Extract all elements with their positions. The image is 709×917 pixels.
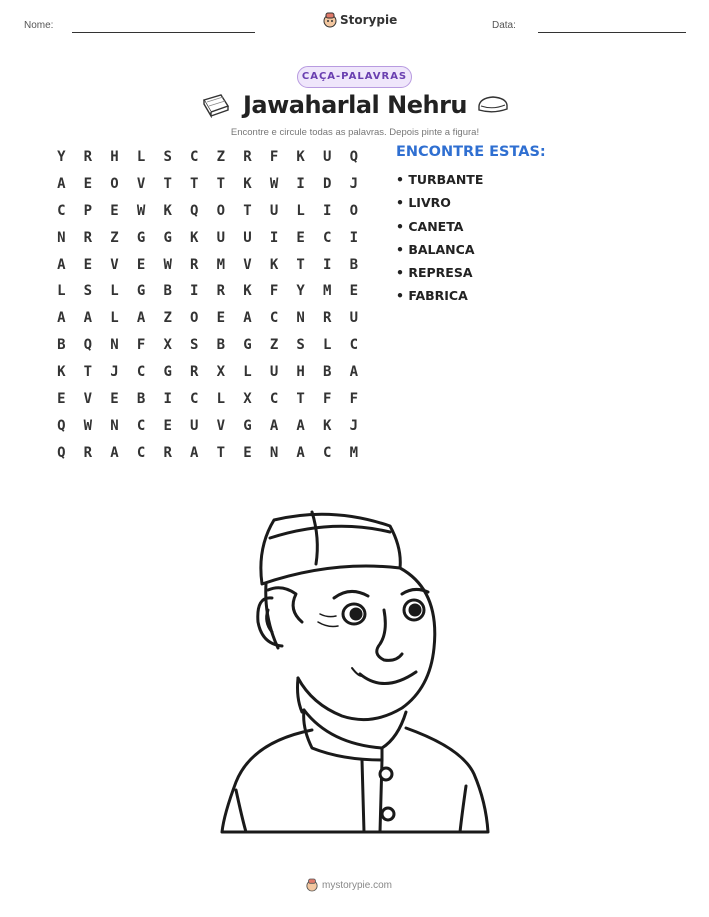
grid-letter[interactable]: R [190, 364, 199, 381]
grid-letter[interactable]: Z [216, 149, 226, 165]
grid-letter[interactable]: T [243, 202, 252, 219]
grid-letter[interactable]: T [216, 175, 226, 192]
grid-letter[interactable]: U [323, 149, 332, 165]
activity-badge: CAÇA-PALAVRAS [297, 66, 412, 88]
grid-letter[interactable]: R [163, 444, 172, 461]
grid-letter[interactable]: V [243, 256, 252, 273]
book-icon [201, 92, 231, 118]
grid-letter[interactable]: I [349, 229, 359, 246]
grid-letter[interactable]: R [190, 256, 199, 273]
grid-letter[interactable]: A [57, 175, 66, 192]
grid-letter[interactable]: A [136, 310, 146, 327]
grid-letter[interactable]: S [163, 149, 172, 165]
grid-letter[interactable]: K [243, 175, 252, 192]
grid-letter[interactable]: V [216, 417, 226, 434]
grid-letter[interactable]: Y [57, 149, 66, 165]
grid-letter[interactable]: R [83, 229, 93, 246]
grid-letter[interactable]: E [83, 256, 93, 273]
word-list-item: • REPRESA [396, 265, 473, 281]
grid-letter[interactable]: N [57, 229, 66, 246]
grid-letter[interactable]: N [296, 310, 305, 327]
grid-letter[interactable]: C [57, 202, 66, 219]
grid-letter[interactable]: G [243, 337, 252, 354]
grid-letter[interactable]: G [163, 364, 172, 381]
grid-letter[interactable]: U [216, 229, 226, 246]
grid-letter[interactable]: B [349, 256, 359, 273]
cap-icon [476, 94, 510, 116]
grid-letter[interactable]: C [323, 229, 332, 246]
grid-letter[interactable]: E [57, 391, 66, 408]
grid-letter[interactable]: K [163, 202, 172, 219]
grid-letter[interactable]: L [136, 149, 146, 165]
grid-letter[interactable]: E [110, 202, 119, 219]
grid-letter[interactable]: U [243, 229, 252, 246]
grid-letter[interactable]: N [110, 417, 119, 434]
grid-letter[interactable]: I [190, 283, 199, 300]
grid-letter[interactable]: R [323, 310, 332, 327]
grid-letter[interactable]: E [296, 229, 305, 246]
grid-letter[interactable]: H [110, 149, 119, 165]
grid-letter[interactable]: E [83, 175, 93, 192]
name-label: Nome: [24, 20, 54, 31]
grid-letter[interactable]: C [349, 337, 359, 354]
grid-letter[interactable]: G [136, 283, 146, 300]
grid-letter[interactable]: L [216, 391, 226, 408]
grid-letter[interactable]: J [349, 417, 359, 434]
grid-letter[interactable]: G [163, 229, 172, 246]
grid-letter[interactable]: L [110, 283, 119, 300]
grid-letter[interactable]: C [136, 417, 146, 434]
grid-letter[interactable]: E [110, 391, 119, 408]
grid-letter[interactable]: T [216, 444, 226, 461]
grid-letter[interactable]: J [349, 175, 359, 192]
grid-letter[interactable]: Y [296, 283, 305, 300]
grid-letter[interactable]: G [136, 229, 146, 246]
grid-letter[interactable]: R [216, 283, 226, 300]
grid-letter[interactable]: L [323, 337, 332, 354]
grid-letter[interactable]: V [83, 391, 93, 408]
grid-letter[interactable]: B [57, 337, 66, 354]
instructions: Encontre e circule todas as palavras. Depois pinte a figura! [230, 127, 480, 138]
grid-letter[interactable]: H [296, 364, 305, 381]
grid-letter[interactable]: C [269, 391, 279, 408]
word-search-grid[interactable] [48, 147, 367, 470]
storypie-logo-icon [323, 12, 337, 28]
grid-letter[interactable]: A [57, 256, 66, 273]
grid-letter[interactable]: A [296, 417, 305, 434]
grid-letter[interactable]: T [190, 175, 199, 192]
grid-letter[interactable]: I [296, 175, 305, 192]
grid-letter[interactable]: Q [83, 337, 93, 354]
grid-letter[interactable]: A [110, 444, 119, 461]
grid-letter[interactable]: Q [57, 444, 66, 461]
storypie-logo-icon [306, 878, 318, 892]
grid-letter[interactable]: N [110, 337, 119, 354]
grid-letter[interactable]: Q [190, 202, 199, 219]
grid-letter[interactable]: Z [110, 229, 119, 246]
grid-letter[interactable]: I [269, 229, 279, 246]
grid-letter[interactable]: C [323, 444, 332, 461]
word-list-item: • BALANCA [396, 241, 475, 257]
grid-letter[interactable]: E [216, 310, 226, 327]
grid-letter[interactable]: Z [269, 337, 279, 354]
word-list [396, 171, 483, 311]
grid-letter[interactable]: A [296, 444, 305, 461]
grid-letter[interactable]: U [349, 310, 359, 327]
grid-letter[interactable]: A [349, 364, 359, 381]
grid-letter[interactable]: Q [349, 149, 359, 165]
wordlist-title: ENCONTRE ESTAS: [396, 144, 546, 160]
grid-letter[interactable]: C [190, 391, 199, 408]
grid-letter[interactable]: O [216, 202, 226, 219]
grid-letter[interactable]: S [190, 337, 199, 354]
footer-url: mystorypie.com [322, 879, 393, 891]
brand-logo [323, 12, 397, 28]
grid-letter[interactable]: U [190, 417, 199, 434]
date-label: Data: [492, 20, 516, 31]
grid-letter[interactable]: W [83, 417, 93, 434]
grid-letter[interactable]: K [323, 417, 332, 434]
grid-letter[interactable]: R [83, 149, 93, 165]
grid-letter[interactable]: X [163, 337, 172, 354]
grid-letter[interactable]: W [269, 175, 279, 192]
brand-name: Storypie [340, 13, 398, 27]
grid-letter[interactable]: B [323, 364, 332, 381]
grid-letter[interactable]: U [269, 364, 279, 381]
grid-letter[interactable]: K [243, 283, 252, 300]
grid-letter[interactable]: T [163, 175, 172, 192]
grid-letter[interactable]: E [243, 444, 252, 461]
grid-letter[interactable]: U [269, 202, 279, 219]
grid-letter[interactable]: M [323, 283, 332, 300]
grid-letter[interactable]: O [349, 202, 359, 219]
grid-letter[interactable]: S [296, 337, 305, 354]
grid-letter[interactable]: X [216, 364, 226, 381]
grid-letter[interactable]: W [136, 202, 146, 219]
grid-letter[interactable]: O [190, 310, 199, 327]
grid-letter[interactable]: F [269, 149, 279, 165]
word-list-item: • TURBANTE [396, 172, 484, 187]
grid-letter[interactable]: L [57, 283, 66, 300]
grid-letter[interactable]: N [269, 444, 279, 461]
grid-letter[interactable]: F [269, 283, 279, 300]
grid-letter[interactable]: K [190, 229, 199, 246]
grid-letter[interactable]: K [269, 256, 279, 273]
grid-letter[interactable]: T [296, 256, 305, 273]
grid-letter[interactable]: I [323, 202, 332, 219]
word-list-item: • FABRICA [396, 288, 468, 304]
word-list-item: • CANETA [396, 218, 464, 234]
grid-letter[interactable]: F [323, 391, 332, 408]
word-list-item: • LIVRO [396, 195, 451, 211]
grid-letter[interactable]: L [243, 364, 252, 381]
grid-letter[interactable]: C [136, 444, 146, 461]
grid-letter[interactable]: R [83, 444, 93, 461]
grid-letter[interactable]: I [163, 391, 172, 408]
grid-letter[interactable]: A [269, 417, 279, 434]
grid-letter[interactable]: V [136, 175, 146, 192]
grid-letter[interactable]: Q [57, 417, 66, 434]
footer [306, 878, 392, 892]
grid-letter[interactable]: X [243, 391, 252, 408]
grid-letter[interactable]: T [83, 364, 93, 381]
grid-letter[interactable]: K [296, 149, 305, 165]
grid-letter[interactable]: E [349, 283, 359, 300]
grid-letter[interactable]: A [243, 310, 252, 327]
grid-letter[interactable]: J [110, 364, 119, 381]
grid-letter[interactable]: L [110, 310, 119, 327]
grid-letter[interactable]: C [269, 310, 279, 327]
grid-letter[interactable]: D [323, 175, 332, 192]
grid-letter[interactable]: E [136, 256, 146, 273]
grid-letter[interactable]: C [136, 364, 146, 381]
grid-letter[interactable]: F [136, 337, 146, 354]
grid-letter[interactable]: V [110, 256, 119, 273]
grid-letter[interactable]: C [190, 149, 199, 165]
grid-letter[interactable]: A [190, 444, 199, 461]
grid-letter[interactable]: I [323, 256, 332, 273]
grid-letter[interactable]: M [216, 256, 226, 273]
grid-letter[interactable]: B [163, 283, 172, 300]
grid-letter[interactable]: M [349, 444, 359, 461]
grid-letter[interactable]: B [216, 337, 226, 354]
grid-letter[interactable]: O [110, 175, 119, 192]
grid-letter[interactable]: A [83, 310, 93, 327]
grid-letter[interactable]: S [83, 283, 93, 300]
date-field[interactable] [538, 32, 686, 33]
grid-letter[interactable]: L [296, 202, 305, 219]
grid-letter[interactable]: P [83, 202, 93, 219]
grid-letter[interactable]: Z [163, 310, 172, 327]
name-field[interactable] [72, 32, 255, 33]
grid-letter[interactable]: R [243, 149, 252, 165]
grid-letter[interactable]: W [163, 256, 172, 273]
grid-letter[interactable]: G [243, 417, 252, 434]
grid-letter[interactable]: B [136, 391, 146, 408]
nehru-portrait-illustration [212, 498, 502, 858]
page-title: Jawaharlal Nehru [243, 91, 467, 119]
grid-letter[interactable]: T [296, 391, 305, 408]
grid-letter[interactable]: A [57, 310, 66, 327]
grid-letter[interactable]: E [163, 417, 172, 434]
grid-letter[interactable]: F [349, 391, 359, 408]
grid-letter[interactable]: K [57, 364, 66, 381]
